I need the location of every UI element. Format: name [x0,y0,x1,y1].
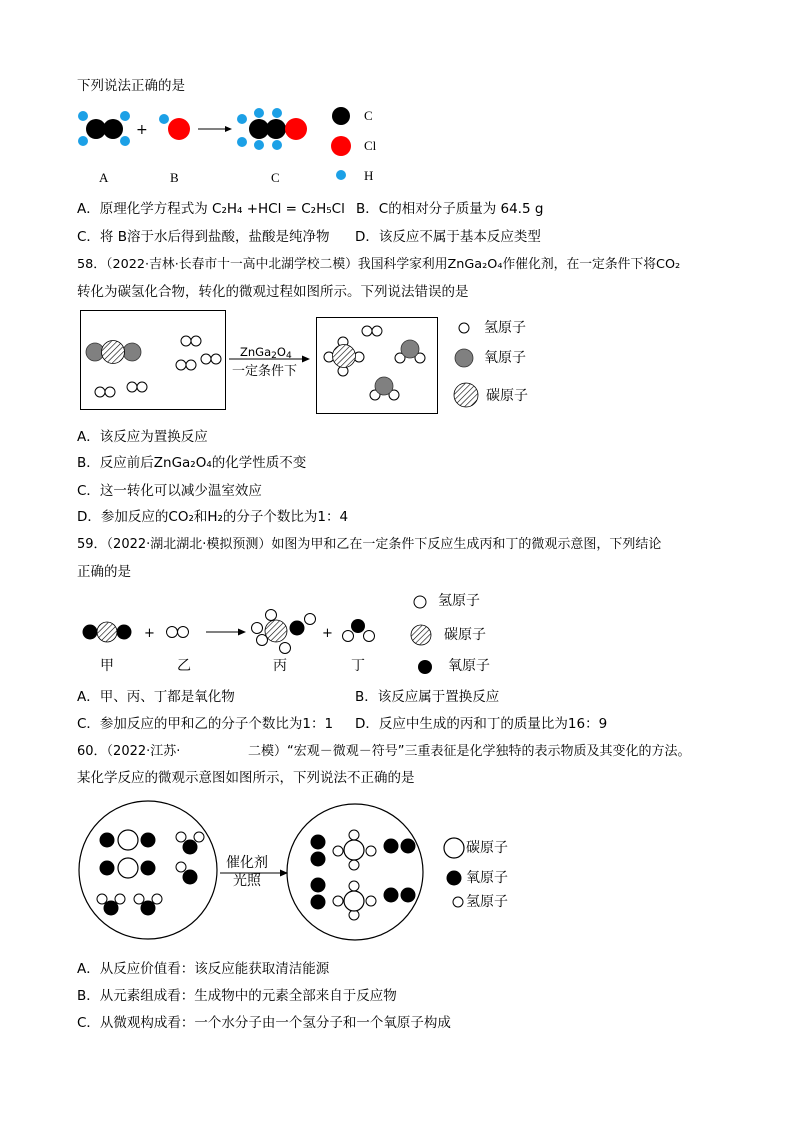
q59-label-jia: 甲 [100,658,114,674]
q60-carbon-legend-icon [444,838,464,858]
q58-stem-line1: 58．（2022·吉林·长春市十一高中北湖学校二模）我国科学家利用ZnGa₂O₄作催化剂，在一定条件下将CO₂ [77,257,681,272]
q57-option-b: B．C的相对分子质量为 64.5 g [356,201,544,217]
q60-option-a: A．从反应价值看：该反应能获取清洁能源 [77,961,330,977]
chlorine-atom-legend-icon [331,136,351,156]
q60-catalyst-label: 催化剂 [226,855,268,871]
q58-condition-label: 一定条件下 [232,364,298,379]
q59-reaction-diagram [78,590,498,680]
q60-oxygen-legend-icon [447,871,462,886]
q59-molecule-bing [252,610,316,654]
q57-option-c: C．将 B溶于水后得到盐酸，盐酸是纯净物 [77,229,330,245]
svg-text:+: + [144,626,155,641]
q58-oxygen-legend-icon [455,349,473,367]
q57-label-b: B [170,170,179,185]
svg-text:+: + [136,122,148,138]
q60-legend-carbon: 碳原子 [466,840,508,856]
q60-condition-label: 光照 [233,873,261,889]
q58-hydrogen-legend-icon [459,323,469,333]
q57-legend-cl: Cl [364,138,377,153]
q59-carbon-legend-icon [411,625,431,645]
q58-option-c: C．这一转化可以减少温室效应 [77,483,262,499]
q58-carbon-legend-icon [454,383,478,407]
q57-label-a: A [99,170,109,185]
q58-legend-carbon: 碳原子 [486,388,528,404]
q59-stem-line1: 59．（2022·湖北湖北·模拟预测）如图为甲和乙在一定条件下反应生成丙和丁的微观示意图，下列结论 [77,537,662,552]
q58-option-a: A．该反应为置换反应 [77,429,208,445]
carbon-atom-legend-icon [332,107,350,125]
q60-legend-hydrogen: 氢原子 [466,894,508,910]
q57-legend-c: C [364,108,373,123]
q57-intro: 下列说法正确的是 [77,78,185,94]
q60-option-c: C．从微观构成看：一个水分子由一个氢分子和一个氧原子构成 [77,1015,451,1031]
q58-option-d: D．参加反应的CO₂和H₂的分子个数比为1：4 [77,509,349,525]
q60-stem-line1-a: 60．（2022·江苏· [77,744,181,759]
q60-legend-oxygen: 氧原子 [466,870,508,886]
q59-molecule-yi [167,627,189,638]
svg-text:+: + [322,626,333,641]
q59-hydrogen-legend-icon [414,596,426,608]
q58-catalyst-label: $ZnGa_2O_4$ [240,345,292,361]
q60-hydrogen-legend-icon [453,897,463,907]
q59-stem-line2: 正确的是 [77,564,131,580]
q57-molecule-c [237,108,307,150]
q60-stem-line2: 某化学反应的微观示意图如图所示，下列说法不正确的是 [77,770,415,786]
q59-option-c: C．参加反应的甲和乙的分子个数比为1：1 [77,716,334,732]
hydrogen-atom-legend-icon [336,170,346,180]
q58-legend-oxygen: 氧原子 [484,350,526,366]
q59-molecule-ding [343,619,375,642]
q57-option-d: D．该反应不属于基本反应类型 [355,229,541,245]
q57-legend-h: H [364,168,374,183]
q59-option-d: D．反应中生成的丙和丁的质量比为16：9 [355,716,608,732]
q58-stem-line2: 转化为碳氢化合物，转化的微观过程如图所示。下列说法错误的是 [77,284,469,300]
q57-molecule-a [78,111,130,146]
q59-label-bing: 丙 [273,658,287,674]
q59-molecule-jia [83,622,132,642]
q60-option-b: B．从元素组成看：生成物中的元素全部来自于反应物 [77,988,397,1004]
q59-legend-hydrogen: 氢原子 [438,593,480,609]
q59-legend-oxygen: 氧原子 [448,658,490,674]
q57-molecule-diagram [75,104,405,174]
q59-option-a: A．甲、丙、丁都是氧化物 [77,689,235,705]
q57-option-a: A．原理化学方程式为 C₂H₄ +HCl = C₂H₅Cl [77,201,345,217]
q59-label-yi: 乙 [177,658,191,674]
q58-legend-hydrogen: 氢原子 [484,320,526,336]
q57-label-c: C [271,170,280,185]
q59-option-b: B．该反应属于置换反应 [355,689,500,705]
q57-molecule-b [159,114,190,140]
q60-stem-line1-b: 二模）“宏观－微观－符号”三重表征是化学独特的表示物质及其变化的方法。 [248,744,691,759]
q59-label-ding: 丁 [351,658,365,674]
q59-oxygen-legend-icon [418,660,432,674]
q58-option-b: B．反应前后ZnGa₂O₄的化学性质不变 [77,455,307,471]
q59-legend-carbon: 碳原子 [444,627,486,643]
